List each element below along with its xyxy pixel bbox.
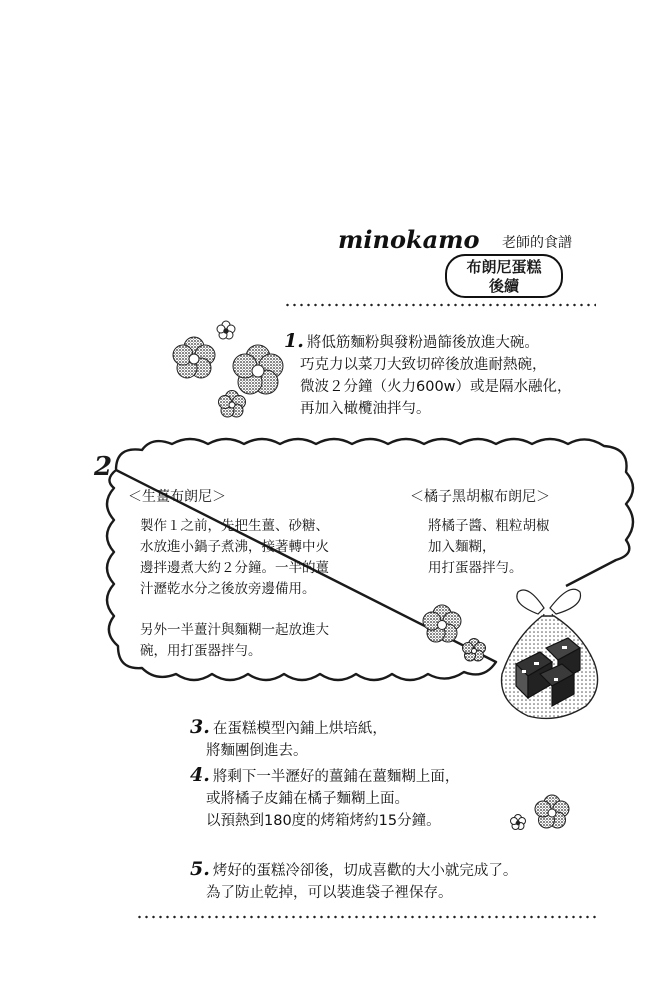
- ginger-line-5: 另外一半薑汁與麵糊一起放進大: [140, 622, 329, 638]
- flower-icon: [233, 345, 283, 394]
- dotted-divider-top: [284, 302, 596, 308]
- step-5-line-2: 為了防止乾掉，可以裝進袋子裡保存。: [206, 885, 453, 901]
- ginger-line-6: 碗，用打蛋器拌勻。: [140, 643, 262, 659]
- orange-pepper-brownie-title: ＜橘子黑胡椒布朗尼＞: [410, 489, 550, 505]
- flower-icon: [168, 318, 290, 422]
- ginger-line-4: 汁瀝乾水分之後放旁邊備用。: [140, 581, 316, 597]
- badge-line-1: 布朗尼蛋糕: [466, 258, 542, 276]
- step-5: [190, 858, 517, 904]
- orange-pepper-brownie-text: [428, 516, 550, 579]
- step-5-number: 5.: [190, 858, 210, 880]
- flower-icon: [173, 337, 215, 378]
- step-1-line-4: 再加入橄欖油拌勻。: [300, 401, 431, 417]
- recipe-title-badge: [445, 254, 563, 298]
- ginger-line-1: 製作１之前，先把生薑、砂糖、: [140, 518, 329, 534]
- badge-line-2: 後續: [488, 277, 519, 295]
- ginger-line-2: 水放進小鍋子煮沸，接著轉中火: [140, 539, 329, 555]
- orange-line-2: 加入麵糊，: [428, 539, 496, 555]
- dotted-divider-bottom: [136, 914, 600, 920]
- step-4-line-3: 以預熱到180度的烤箱烤約15分鐘。: [206, 813, 441, 829]
- author-name: minokamo: [338, 225, 480, 254]
- flower-icon: [418, 600, 496, 666]
- step-4-number: 4.: [190, 764, 210, 786]
- flower-icon: [504, 790, 574, 838]
- orange-line-3: 用打蛋器拌勻。: [428, 560, 523, 576]
- step-4-line-2: 或將橘子皮鋪在橘子麵糊上面。: [206, 791, 409, 807]
- recipe-heading: 老師的食譜: [502, 235, 572, 251]
- ginger-brownie-para-1: [140, 516, 329, 600]
- step-1-line-2: 巧克力以菜刀大致切碎後放進耐熱碗，: [300, 357, 547, 373]
- flower-icon: [217, 321, 235, 339]
- step-1-number: 1.: [284, 330, 304, 352]
- ginger-brownie-para-2: [140, 620, 329, 662]
- gift-bag-icon: [488, 578, 608, 724]
- step-4-line-1: 將剩下一半瀝好的薑鋪在薑麵糊上面，: [212, 769, 460, 785]
- step-3-line-2: 將麵團倒進去。: [206, 743, 308, 759]
- orange-line-1: 將橘子醬、粗粒胡椒: [428, 518, 550, 534]
- step-1: [284, 330, 572, 420]
- step-3: [190, 716, 387, 762]
- step-1-line-1: 將低筋麵粉與發粉過篩後放進大碗。: [306, 335, 539, 351]
- flower-icon: [219, 391, 246, 418]
- ginger-brownie-title: ＜生薑布朗尼＞: [128, 489, 226, 505]
- ginger-line-3: 邊拌邊煮大約２分鐘。一半的薑: [140, 560, 329, 576]
- step-1-line-3: 微波２分鐘（火力600w）或是隔水融化，: [300, 379, 572, 395]
- step-4: [190, 764, 459, 832]
- step-5-line-1: 烤好的蛋糕冷卻後，切成喜歡的大小就完成了。: [212, 863, 518, 879]
- step-3-number: 3.: [190, 716, 210, 738]
- step-2-number: 2: [94, 452, 113, 482]
- step-3-line-1: 在蛋糕模型內鋪上烘培紙，: [212, 721, 387, 737]
